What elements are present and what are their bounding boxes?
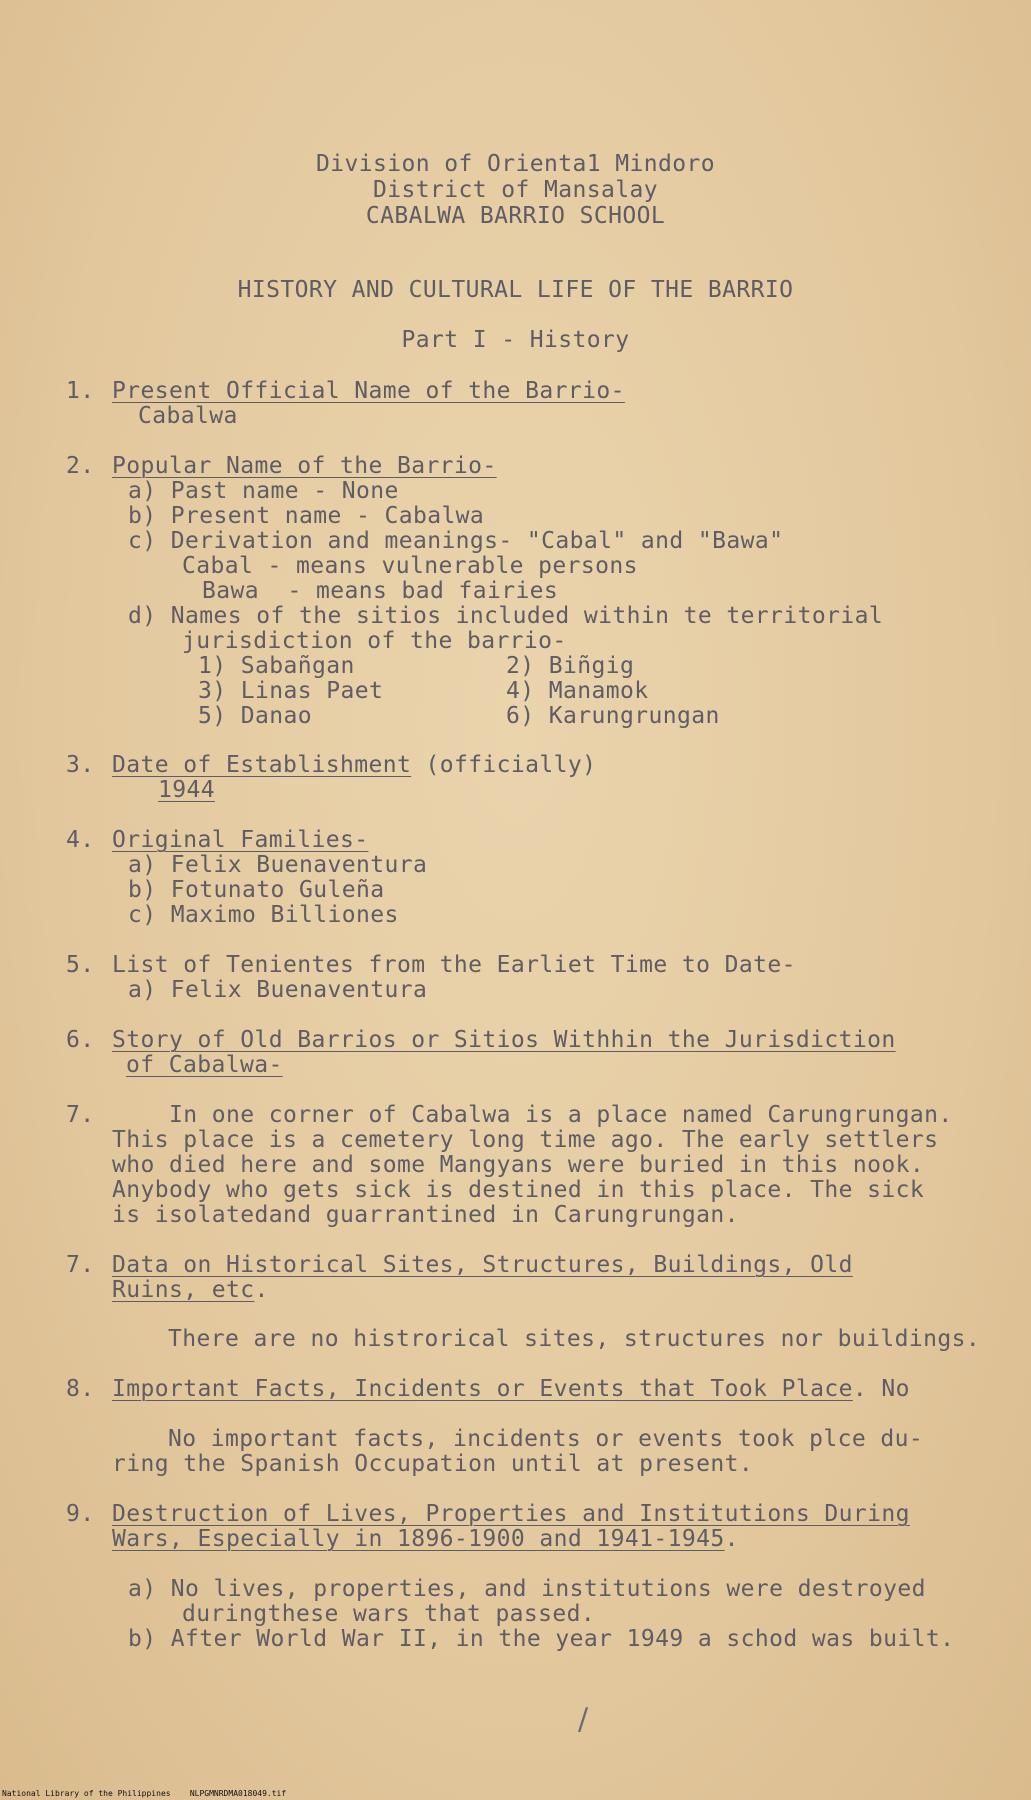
section-5-number: 5.	[66, 952, 95, 978]
section-8-heading: Important Facts, Incidents or Events that Took Place	[112, 1376, 853, 1402]
section-9-item-a-cont: duringthese wars that passed.	[182, 1601, 596, 1627]
section-3-line	[112, 752, 596, 778]
page-mark: /	[578, 1702, 589, 1737]
footer-file: NLPGMNRDMA018049.tif	[189, 1789, 287, 1798]
section-7b-heading-2-line	[112, 1277, 269, 1303]
section-9-item-b: b) After World War II, in the year 1949 a schod was built.	[128, 1626, 955, 1652]
section-8-number: 8.	[66, 1376, 95, 1402]
section-2-item-d: d) Names of the sitios included within te territorial	[128, 603, 884, 629]
footer-library: National Library of the Philippines	[2, 1789, 171, 1798]
sitio-2: 2) Biñgig	[506, 653, 635, 679]
header-division: Division of Orienta1 Mindoro	[316, 151, 715, 177]
section-2-item-c: c) Derivation and meanings- "Cabal" and "Bawa"	[128, 528, 784, 554]
section-9-heading-2: Wars, Especially in 1896-1900 and 1941-1945	[112, 1526, 725, 1552]
section-9-heading-2-line	[112, 1526, 739, 1552]
family-a: a) Felix Buenaventura	[128, 852, 428, 878]
sitio-1: 1) Sabañgan	[198, 653, 355, 679]
section-4-number: 4.	[66, 827, 95, 853]
section-9-item-a: a) No lives, properties, and institutions were destroyed	[128, 1576, 926, 1602]
section-2-heading: Popular Name of the Barrio-	[112, 453, 497, 479]
section-8-suffix: . No	[852, 1376, 910, 1402]
sitio-3: 3) Linas Paet	[198, 678, 384, 704]
section-8-body-1: No important facts, incidents or events took plce du-	[168, 1426, 924, 1452]
section-2-item-a: a) Past name - None	[128, 478, 399, 504]
section-2-bawa-meaning: Bawa - means bad fairies	[202, 578, 559, 604]
part-title: Part I - History	[401, 327, 630, 353]
section-1-number: 1.	[66, 378, 95, 404]
sitio-6: 6) Karungrungan	[506, 703, 720, 729]
section-3-value: 1944	[158, 777, 215, 803]
section-6-heading-1: Story of Old Barrios or Sitios Withhin the Jurisdiction	[112, 1027, 896, 1053]
header-district: District of Mansalay	[373, 177, 658, 203]
section-2-item-b: b) Present name - Cabalwa	[128, 503, 485, 529]
scan-footer	[0, 1788, 1031, 1800]
section-3-suffix: (officially)	[411, 752, 597, 778]
story-line-1: In one corner of Cabalwa is a place named Carungrungan.	[112, 1102, 953, 1128]
section-2-cabal-meaning: Cabal - means vulnerable persons	[182, 553, 638, 579]
story-line-5: is isolatedand guarrantined in Carungrungan.	[112, 1202, 739, 1228]
document-title: HISTORY AND CULTURAL LIFE OF THE BARRIO	[237, 277, 794, 303]
section-8-line	[112, 1376, 910, 1402]
section-7b-body: There are no histrorical sites, structures nor buildings.	[168, 1326, 981, 1352]
family-c: c) Maximo Billiones	[128, 902, 399, 928]
story-line-4: Anybody who gets sick is destined in this place. The sick	[112, 1177, 925, 1203]
section-2-item-d-cont: jurisdiction of the barrio-	[182, 628, 567, 654]
sitio-4: 4) Manamok	[506, 678, 649, 704]
story-line-2: This place is a cemetery long time ago. The early settlers	[112, 1127, 939, 1153]
section-3-heading: Date of Establishment	[112, 752, 412, 778]
section-7-number: 7.	[66, 1102, 95, 1128]
section-3-number: 3.	[66, 752, 95, 778]
header-school: CABALWA BARRIO SCHOOL	[365, 203, 666, 229]
section-1-value: Cabalwa	[138, 403, 238, 429]
section-9-number: 9.	[66, 1501, 95, 1527]
story-line-3: who died here and some Mangyans were buried in this nook.	[112, 1152, 925, 1178]
section-9-dot: .	[724, 1526, 739, 1552]
section-9-heading-1: Destruction of Lives, Properties and Institutions During	[112, 1501, 910, 1527]
section-4-heading: Original Families-	[112, 827, 369, 853]
section-7b-heading-2: Ruins, etc	[112, 1277, 255, 1303]
section-8-body-2: ring the Spanish Occupation until at present.	[112, 1451, 754, 1477]
section-1-heading: Present Official Name of the Barrio-	[112, 378, 625, 404]
section-5-text: List of Tenientes from the Earliet Time to Date-	[112, 952, 796, 978]
family-b: b) Fotunato Guleña	[128, 877, 385, 903]
section-2-number: 2.	[66, 453, 95, 479]
section-7b-number: 7.	[66, 1252, 95, 1278]
sitio-5: 5) Danao	[198, 703, 312, 729]
section-6-heading-2: of Cabalwa-	[126, 1052, 283, 1078]
teniente-a: a) Felix Buenaventura	[128, 977, 428, 1003]
section-7b-dot: .	[254, 1277, 269, 1303]
section-7b-heading-1: Data on Historical Sites, Structures, Buildings, Old	[112, 1252, 853, 1278]
section-6-number: 6.	[66, 1027, 95, 1053]
